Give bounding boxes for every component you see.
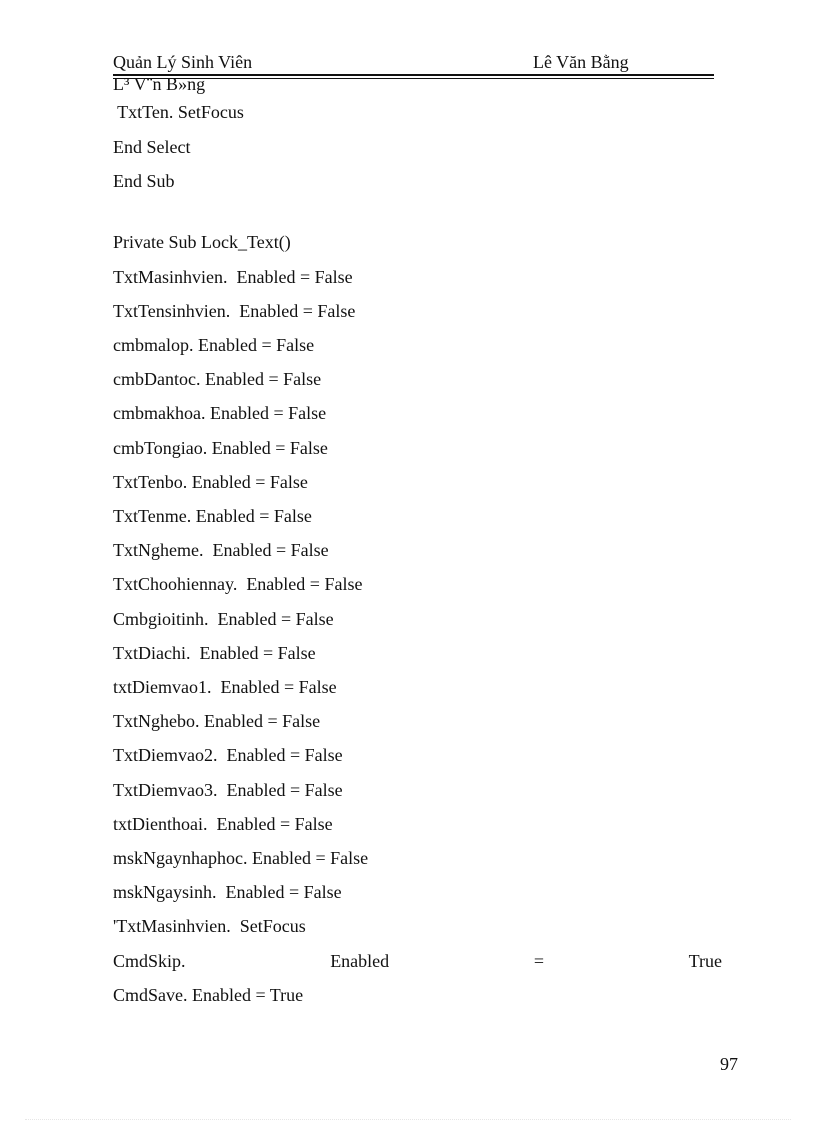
code-line: 'TxtMasinhvien. SetFocus	[113, 916, 306, 936]
code-line: cmbmalop. Enabled = False	[113, 335, 315, 355]
code-line: TxtNghebo. Enabled = False	[113, 711, 321, 731]
code-line: Cmbgioitinh. Enabled = False	[113, 609, 334, 629]
code-line: TxtDiachi. Enabled = False	[113, 643, 316, 663]
code-line: Private Sub Lock_Text()	[113, 232, 291, 252]
code-line: txtDienthoai. Enabled = False	[113, 814, 333, 834]
justified-word: True	[688, 951, 722, 971]
code-line: txtDiemvao1. Enabled = False	[113, 677, 337, 697]
justified-word: Enabled	[330, 951, 390, 971]
code-line: cmbmakhoa. Enabled = False	[113, 403, 327, 423]
code-line: TxtDiemvao2. Enabled = False	[113, 745, 343, 765]
code-line: TxtTenme. Enabled = False	[113, 506, 312, 526]
code-line: mskNgaysinh. Enabled = False	[113, 882, 342, 902]
header-title: Quản Lý Sinh Viên	[113, 52, 253, 72]
code-line: TxtNgheme. Enabled = False	[113, 540, 329, 560]
code-line: End Sub	[113, 171, 175, 191]
code-line: TxtTensinhvien. Enabled = False	[113, 301, 356, 321]
code-line: TxtTen. SetFocus	[113, 102, 244, 122]
page-bottom-dotted-line	[25, 1119, 791, 1121]
garbled-author-text: L³ V¨n B»ng	[113, 74, 206, 94]
page-number: 97	[720, 1054, 738, 1074]
code-line: TxtChoohiennay. Enabled = False	[113, 574, 363, 594]
header-author: Lê Văn Bằng	[533, 52, 629, 72]
code-line: TxtTenbo. Enabled = False	[113, 472, 308, 492]
code-line: cmbDantoc. Enabled = False	[113, 369, 322, 389]
justified-word: =	[533, 951, 544, 971]
code-line: cmbTongiao. Enabled = False	[113, 438, 328, 458]
code-line: TxtMasinhvien. Enabled = False	[113, 267, 353, 287]
code-line: End Select	[113, 137, 191, 157]
justified-code-line	[113, 950, 722, 972]
justified-word: CmdSkip.	[113, 951, 186, 971]
code-line: mskNgaynhaphoc. Enabled = False	[113, 848, 369, 868]
code-line: TxtDiemvao3. Enabled = False	[113, 780, 343, 800]
code-line: CmdSave. Enabled = True	[113, 985, 304, 1005]
